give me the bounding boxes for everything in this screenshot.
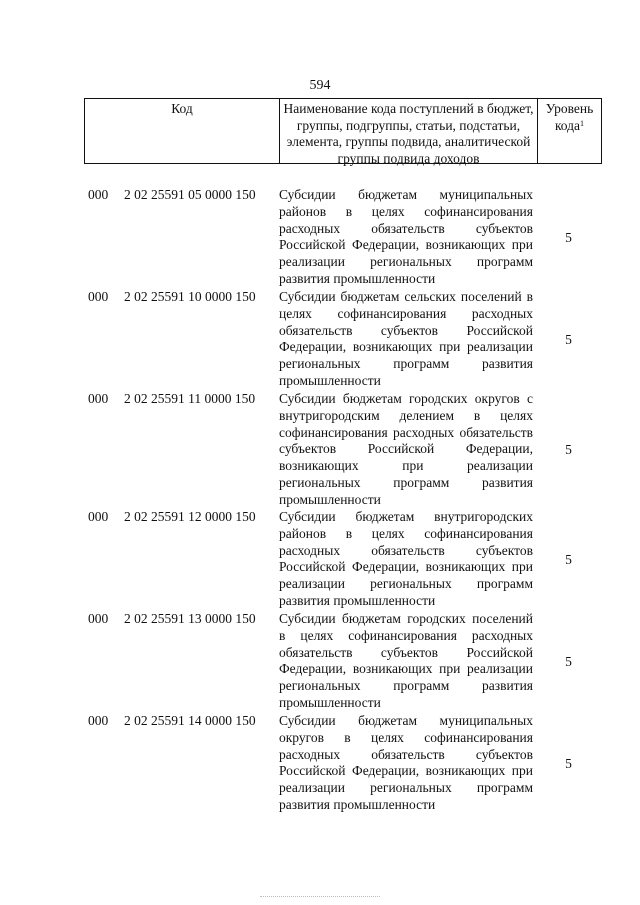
header-code: Код xyxy=(85,99,280,163)
admin-code: 000 xyxy=(88,509,109,524)
revenue-code: 2 02 25591 14 0000 150 xyxy=(124,713,256,728)
revenue-code: 2 02 25591 10 0000 150 xyxy=(124,289,256,304)
revenue-name: Субсидии бюджетам муниципальных округов в целях софинансирования расходных обязательств субъектов Российской Федерации, возникающих при реализации региональных программ развития промышленности xyxy=(279,713,533,812)
table-row xyxy=(84,187,602,289)
admin-code: 000 xyxy=(88,391,109,406)
code-level: 5 xyxy=(565,551,572,567)
revenue-code: 2 02 25591 13 0000 150 xyxy=(124,611,256,626)
header-level-label: Уровень кода xyxy=(545,101,594,133)
header-level-footnote: 1 xyxy=(580,118,585,128)
code-level: 5 xyxy=(565,331,572,347)
code-level: 5 xyxy=(565,653,572,669)
header-level xyxy=(538,99,601,163)
admin-code: 000 xyxy=(88,187,109,202)
table-row xyxy=(84,289,602,391)
table-header xyxy=(84,98,602,164)
code-level: 5 xyxy=(565,755,572,771)
admin-code: 000 xyxy=(88,713,109,728)
table-row xyxy=(84,611,602,713)
table-row xyxy=(84,391,602,509)
admin-code: 000 xyxy=(88,611,109,626)
code-level: 5 xyxy=(565,229,572,245)
table-row xyxy=(84,713,602,815)
header-name: Наименование кода поступлений в бюджет, группы, подгруппы, статьи, подстатьи, элемента, группы подвида, аналитической группы подвида доходов xyxy=(280,99,538,163)
revenue-code: 2 02 25591 12 0000 150 xyxy=(124,509,256,524)
admin-code: 000 xyxy=(88,289,109,304)
revenue-code: 2 02 25591 05 0000 150 xyxy=(124,187,256,202)
scan-edge-mark xyxy=(260,896,380,899)
code-level: 5 xyxy=(565,441,572,457)
table-row xyxy=(84,509,602,611)
table-body xyxy=(84,187,602,815)
revenue-name: Субсидии бюджетам сельских поселений в целях софинансирования расходных обязательств субъектов Российской Федерации, возникающих при реализации региональных программ развития промышленности xyxy=(279,289,533,388)
page-number: 594 xyxy=(309,78,331,93)
revenue-name: Субсидии бюджетам внутригородских районов в целях софинансирования расходных обязательств субъектов Российской Федерации, возникающих при реализации региональных программ развития промышленности xyxy=(279,509,533,608)
revenue-name: Субсидии бюджетам муниципальных районов в целях софинансирования расходных обязательств субъектов Российской Федерации, возникающих при реализации региональных программ развития промышленности xyxy=(279,187,533,286)
revenue-name: Субсидии бюджетам городских поселений в целях софинансирования расходных обязательств субъектов Российской Федерации, возникающих при реализации региональных программ развития промышленности xyxy=(279,611,533,710)
revenue-code: 2 02 25591 11 0000 150 xyxy=(124,391,256,406)
revenue-name: Субсидии бюджетам городских округов с внутригородским делением в целях софинансирования расходных обязательств субъектов Российской Федерации, возникающих при реализации региональных программ развития промышленности xyxy=(279,391,533,507)
